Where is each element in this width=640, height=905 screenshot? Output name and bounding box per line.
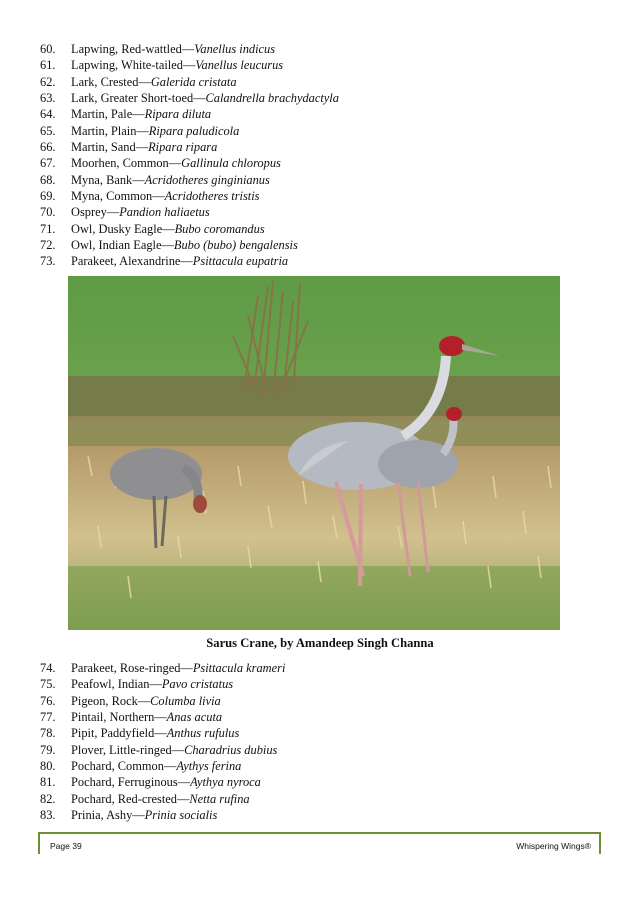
entry-number: 66. bbox=[40, 140, 56, 155]
scientific-name: Netta rufina bbox=[189, 791, 250, 806]
species-entry: 68. Myna, Bank — Acridotheres ginginianus bbox=[40, 172, 270, 187]
species-entry: 70. Osprey — Pandion haliaetus bbox=[40, 205, 210, 220]
common-name: Prinia, Ashy bbox=[71, 808, 133, 823]
common-name: Lark, Crested bbox=[71, 74, 139, 89]
entry-number: 82. bbox=[40, 791, 56, 806]
common-name: Myna, Common bbox=[71, 189, 153, 204]
scientific-name: Bubo (bubo) bengalensis bbox=[173, 238, 298, 253]
common-name: Parakeet, Rose-ringed bbox=[71, 661, 181, 675]
species-entry: 69. Myna, Common — Acridotheres tristis bbox=[40, 189, 260, 204]
common-name: Pipit, Paddyfield bbox=[71, 726, 155, 741]
species-entry: 60. Lapwing, Red-wattled — Vanellus indicus bbox=[40, 42, 276, 56]
entry-number: 80. bbox=[40, 759, 56, 774]
entry-number: 79. bbox=[40, 742, 56, 757]
sarus-crane-photo bbox=[68, 276, 560, 630]
species-entry: 80. Pochard, Common — Aythys ferina bbox=[40, 759, 242, 774]
scientific-name: Vanellus indicus bbox=[194, 42, 276, 56]
entry-number: 77. bbox=[40, 710, 56, 725]
species-entry: 81. Pochard, Ferruginous — Aythya nyroca bbox=[40, 775, 261, 790]
common-name: Moorhen, Common bbox=[71, 156, 169, 171]
species-entry: 79. Plover, Little-ringed — Charadrius dubius bbox=[40, 742, 278, 757]
entry-number: 81. bbox=[40, 775, 56, 790]
scientific-name: Aythya nyroca bbox=[190, 775, 261, 790]
scientific-name: Charadrius dubius bbox=[184, 742, 278, 757]
species-entry: 63. Lark, Greater Short-toed — Calandrella brachydactyla bbox=[40, 91, 339, 106]
entry-number: 71. bbox=[40, 221, 56, 236]
species-list-bottom bbox=[40, 660, 285, 823]
page-number: Page 39 bbox=[50, 841, 82, 851]
scientific-name: Ripara paludicola bbox=[148, 123, 240, 138]
entry-number: 65. bbox=[40, 123, 56, 138]
species-list-top bbox=[40, 41, 339, 270]
species-entry: 71. Owl, Dusky Eagle — Bubo coromandus bbox=[40, 221, 265, 236]
entry-number: 62. bbox=[40, 74, 56, 89]
scientific-name: Psittacula krameri bbox=[192, 661, 286, 675]
scientific-name: Pandion haliaetus bbox=[119, 205, 210, 220]
scientific-name: Ripara diluta bbox=[144, 107, 212, 122]
scientific-name: Columba livia bbox=[150, 693, 221, 708]
publication-name: Whispering Wings® bbox=[516, 841, 591, 851]
scientific-name: Gallinula chloropus bbox=[181, 156, 281, 171]
species-entry: 65. Martin, Plain — Ripara paludicola bbox=[40, 123, 240, 138]
entry-number: 61. bbox=[40, 58, 56, 73]
scientific-name: Aythys ferina bbox=[176, 759, 242, 774]
scientific-name: Bubo coromandus bbox=[174, 221, 265, 236]
common-name: Lapwing, Red-wattled bbox=[71, 42, 182, 56]
species-entry: 83. Prinia, Ashy — Prinia socialis bbox=[40, 808, 218, 823]
common-name: Plover, Little-ringed bbox=[71, 742, 172, 757]
common-name: Martin, Plain bbox=[71, 123, 137, 138]
common-name: Peafowl, Indian bbox=[71, 677, 150, 692]
entry-number: 76. bbox=[40, 693, 56, 708]
scientific-name: Psittacula eupatria bbox=[192, 254, 289, 269]
species-entry: 67. Moorhen, Common — Gallinula chloropus bbox=[40, 156, 281, 171]
photo-caption: Sarus Crane, by Amandeep Singh Channa bbox=[206, 636, 434, 650]
common-name: Pochard, Common bbox=[71, 759, 164, 774]
common-name: Lapwing, White-tailed bbox=[71, 58, 183, 73]
common-name: Pochard, Ferruginous bbox=[71, 775, 178, 790]
entry-number: 83. bbox=[40, 808, 56, 823]
common-name: Owl, Indian Eagle bbox=[71, 238, 162, 253]
species-entry: 76. Pigeon, Rock — Columba livia bbox=[40, 693, 221, 708]
common-name: Parakeet, Alexandrine bbox=[71, 254, 181, 269]
common-name: Lark, Greater Short-toed bbox=[71, 91, 194, 106]
entry-number: 60. bbox=[40, 42, 56, 56]
common-name: Pochard, Red-crested bbox=[71, 791, 177, 806]
common-name: Pintail, Northern bbox=[71, 710, 155, 725]
scientific-name: Vanellus leucurus bbox=[195, 58, 284, 73]
species-entry: 61. Lapwing, White-tailed — Vanellus leucurus bbox=[40, 58, 284, 73]
species-entry: 78. Pipit, Paddyfield — Anthus rufulus bbox=[40, 726, 240, 741]
entry-number: 78. bbox=[40, 726, 56, 741]
entry-number: 75. bbox=[40, 677, 56, 692]
scientific-name: Galerida cristata bbox=[150, 74, 237, 89]
species-entry: 75. Peafowl, Indian — Pavo cristatus bbox=[40, 677, 234, 692]
entry-number: 70. bbox=[40, 205, 56, 220]
entry-number: 74. bbox=[40, 661, 56, 675]
scientific-name: Anas acuta bbox=[166, 710, 223, 725]
species-entry: 73. Parakeet, Alexandrine — Psittacula eupatria bbox=[40, 254, 289, 269]
page-footer bbox=[38, 832, 601, 854]
entry-number: 73. bbox=[40, 254, 56, 269]
scientific-name: Ripara ripara bbox=[148, 140, 218, 155]
species-entry: 77. Pintail, Northern — Anas acuta bbox=[40, 710, 223, 725]
entry-number: 72. bbox=[40, 238, 56, 253]
common-name: Pigeon, Rock bbox=[71, 693, 138, 708]
common-name: Martin, Pale bbox=[71, 107, 133, 122]
common-name: Myna, Bank bbox=[71, 172, 133, 187]
species-entry: 64. Martin, Pale — Ripara diluta bbox=[40, 107, 212, 122]
entry-number: 63. bbox=[40, 91, 56, 106]
entry-number: 69. bbox=[40, 189, 56, 204]
scientific-name: Prinia socialis bbox=[144, 808, 218, 823]
common-name: Owl, Dusky Eagle bbox=[71, 221, 163, 236]
scientific-name: Acridotheres tristis bbox=[164, 189, 260, 204]
entry-number: 68. bbox=[40, 172, 56, 187]
species-entry: 62. Lark, Crested — Galerida cristata bbox=[40, 74, 237, 89]
common-name: Osprey bbox=[71, 205, 107, 220]
entry-number: 67. bbox=[40, 156, 56, 171]
scientific-name: Anthus rufulus bbox=[166, 726, 240, 741]
common-name: Martin, Sand bbox=[71, 140, 136, 155]
entry-number: 64. bbox=[40, 107, 56, 122]
species-entry: 74. Parakeet, Rose-ringed — Psittacula krameri bbox=[40, 661, 286, 675]
scientific-name: Pavo cristatus bbox=[161, 677, 234, 692]
species-entry: 82. Pochard, Red-crested — Netta rufina bbox=[40, 791, 250, 806]
scientific-name: Acridotheres ginginianus bbox=[144, 172, 270, 187]
species-entry: 72. Owl, Indian Eagle — Bubo (bubo) bengalensis bbox=[40, 238, 298, 253]
scientific-name: Calandrella brachydactyla bbox=[205, 91, 339, 106]
species-entry: 66. Martin, Sand — Ripara ripara bbox=[40, 140, 218, 155]
